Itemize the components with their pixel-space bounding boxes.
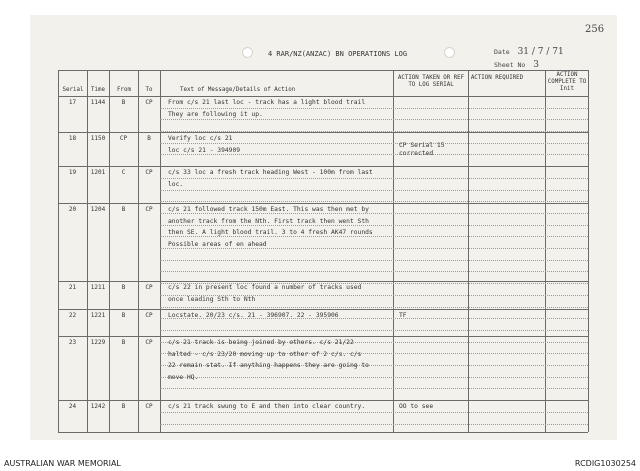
ruled-line [160,424,588,425]
entry-serial: 18 [68,135,77,142]
header-serial: Serial [62,87,84,93]
entry-message-line: halted - c/s 23/20 moving up to other of 2 c/s. c/s [168,350,362,358]
ruled-line [160,154,588,155]
entry-message-line: then SE. A light blood trail. 3 to 4 fresh AK47 rounds [168,229,373,237]
punch-hole-left [242,47,253,58]
sheet-value: 3 [533,60,539,70]
entry-separator [58,166,588,167]
entry-separator [58,400,588,401]
entry-serial: 21 [68,284,77,291]
ruled-line [160,178,588,179]
entry-from: C [121,169,126,176]
entry-from: CP [119,135,128,142]
entry-separator [58,432,588,433]
entry-serial: 22 [68,312,77,319]
date-field [494,47,564,57]
entry-time: 1204 [90,206,106,213]
date-label: Date [494,48,510,56]
entry-to: CP [145,403,153,410]
log-title: 4 RAR/NZ(ANZAC) BN OPERATIONS LOG [268,50,408,58]
entry-separator [58,281,588,282]
entry-message-line: loc c/s 21 - 394909 [168,146,241,154]
entry-serial: 17 [68,99,77,106]
entry-to: CP [145,284,153,291]
entry-message-line: From c/s 21 last loc - track has a light blood trail [168,99,366,106]
entry-to: CP [145,169,153,176]
entry-separator [58,203,588,204]
entry-to: CP [145,99,153,106]
ruled-line [160,143,588,144]
entry-separator [58,309,588,310]
entry-message-line: 22 remain stat. If anything happens they are going to [168,362,369,370]
ruled-line [160,108,588,109]
entry-serial: 23 [68,339,77,346]
entry-time: 1229 [90,339,106,346]
header-action-complete: ACTION COMPLETE TO Init [547,72,587,92]
ruled-line [160,412,588,413]
entry-time: 1242 [90,403,106,410]
entry-time: 1144 [90,99,106,106]
footer-reference: RCDIG1030254 [574,459,636,468]
punch-hole-right [444,47,455,58]
entry-action-taken: CP Serial 15 corrected [399,142,445,158]
column-rule [58,70,59,432]
entry-to: CP [145,206,153,213]
entry-action-taken: TF [399,312,407,319]
entry-message-line: Verify loc c/s 21 [168,135,233,142]
ruled-line [160,330,588,331]
column-rule [109,70,110,432]
entry-message-line: c/s 22 in present loc found a number of tracks used [168,284,362,291]
ruled-line [160,201,588,202]
entry-time: 1150 [90,135,106,142]
ruled-line [160,388,588,389]
ruled-line [160,225,588,226]
ruled-line [160,260,588,261]
sheet-label: Sheet No [494,61,526,69]
entry-serial: 20 [68,206,77,213]
ruled-line [160,213,588,214]
entry-action-taken: OO to see [399,403,434,410]
ruled-line [160,190,588,191]
entry-message-line: They are following it up. [168,110,263,118]
entry-to: CP [145,339,153,346]
ruled-line [160,271,588,272]
entry-from: B [121,403,126,410]
header-to: To [145,87,153,93]
entry-to: CP [145,312,153,319]
footer-source: AUSTRALIAN WAR MEMORIAL [4,459,121,468]
entry-serial: 24 [68,403,77,410]
entry-message-line: c/s 21 track swung to E and then into clear country. [168,403,366,410]
entry-from: B [121,99,126,106]
header-action-required: ACTION REQUIRED [470,75,524,81]
ruled-line [160,248,588,249]
column-rule [87,70,88,432]
entry-from: B [121,206,126,213]
entry-message-line: Locstate. 20/23 c/s. 21 - 396907. 22 - 395906 [168,312,339,319]
sheet-field [494,60,539,70]
entry-message-line: move HQ. [168,374,199,382]
date-value: 31 / 7 / 71 [517,47,564,57]
entry-message-line: Possible areas of en ahead [168,241,267,249]
ruled-line [160,119,588,120]
entry-from: B [121,284,126,291]
header-action-taken: ACTION TAKEN OR REF TO LOG SERIAL [397,75,465,88]
entry-message-line: c/s 21 track is being joined by others. c/s 21/22 [168,339,354,346]
entry-separator [58,132,588,133]
entry-serial: 19 [68,169,77,176]
entry-separator [58,336,588,337]
folio-number: 256 [585,24,605,35]
entry-message-line: c/s 33 loc a fresh track heading West - 100m from last [168,169,373,176]
entry-to: B [147,135,151,142]
ruled-line [160,377,588,378]
entry-from: B [121,339,126,346]
entry-time: 1211 [90,284,106,291]
header-time: Time [91,87,105,93]
column-rule [138,70,139,432]
entry-time: 1201 [90,169,106,176]
entry-time: 1221 [90,312,106,319]
entry-message-line: loc. [168,180,184,188]
entry-message-line: another track from the Nth. First track then went Sth [168,217,369,225]
ruled-line [160,307,588,308]
entry-message-line: once leading Sth to Nth [168,295,256,303]
entry-message-line: c/s 21 followed track 150m East. This was then met by [168,206,369,213]
column-rule [588,70,589,432]
header-from: From [117,87,131,93]
entry-from: B [121,312,126,319]
header-text: Text of Message/Details of Action [180,87,296,93]
